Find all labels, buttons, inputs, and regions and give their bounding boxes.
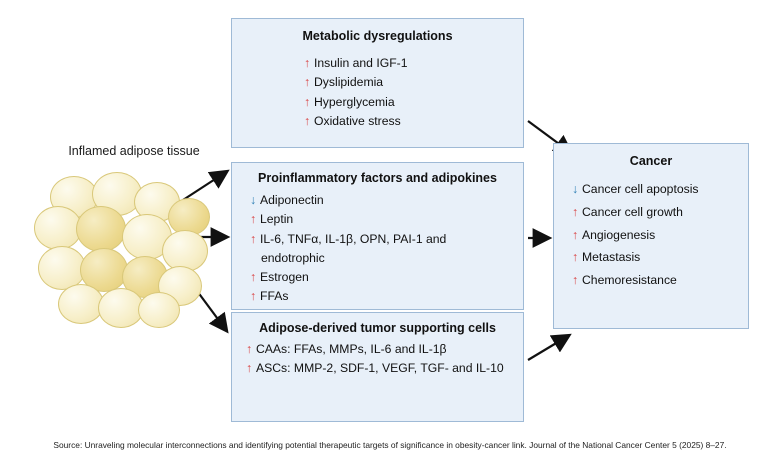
proinflammatory-factors-title: Proinflammatory factors and adipokines xyxy=(258,171,497,185)
proinflammatory-factors-box xyxy=(231,162,524,310)
list-item: ↑ Cancer cell growth xyxy=(572,201,736,224)
up-arrow-icon: ↑ xyxy=(572,250,579,265)
up-arrow-icon: ↑ xyxy=(250,212,257,227)
up-arrow-icon: ↑ xyxy=(304,56,311,70)
list-item: ↑ Chemoresistance xyxy=(572,269,736,292)
adipocyte xyxy=(138,292,180,328)
cancer-list xyxy=(572,178,736,292)
metabolic-dysregulations-box xyxy=(231,18,524,148)
list-item: ↑ Leptin xyxy=(250,210,511,229)
metabolic-dysregulations-title: Metabolic dysregulations xyxy=(302,29,453,43)
inflamed-adipose-tissue-label: Inflamed adipose tissue xyxy=(68,144,200,158)
list-item: endotrophic xyxy=(261,251,325,266)
list-item: ↑ Dyslipidemia xyxy=(304,73,509,92)
up-arrow-icon: ↑ xyxy=(246,361,253,376)
list-item: ↓ Cancer cell apoptosis xyxy=(572,178,736,201)
up-arrow-icon: ↑ xyxy=(304,75,311,90)
up-arrow-icon: ↑ xyxy=(250,231,257,246)
adipose-derived-tumor-cells-title: Adipose-derived tumor supporting cells xyxy=(259,321,496,335)
up-arrow-icon: ↑ xyxy=(572,273,579,287)
up-arrow-icon: ↑ xyxy=(250,270,257,285)
up-arrow-icon: ↑ xyxy=(572,204,579,219)
list-item: ↑ Insulin and IGF-1 xyxy=(304,54,509,73)
list-item: ↑ Metastasis xyxy=(572,246,736,269)
up-arrow-icon: ↑ xyxy=(304,114,311,129)
adipocyte xyxy=(76,206,126,252)
up-arrow-icon: ↑ xyxy=(572,227,579,242)
list-item: ↑ CAAs: FFAs, MMPs, IL-6 and IL-1β xyxy=(246,340,511,359)
list-item: ↑ IL-6, TNFα, IL-1β, OPN, PAI-1 and xyxy=(250,230,511,249)
list-item: ↓ Adiponectin xyxy=(250,191,511,210)
down-arrow-icon: ↓ xyxy=(572,182,579,196)
list-item: ↑ FFAs xyxy=(250,287,511,306)
up-arrow-icon: ↑ xyxy=(246,342,253,356)
adipose-derived-tumor-cells-list xyxy=(246,340,511,379)
adipocyte xyxy=(34,206,82,250)
adipose-derived-tumor-cells-box xyxy=(231,312,524,422)
list-item: ↑ ASCs: MMP-2, SDF-1, VEGF, TGF- and IL-10 xyxy=(246,359,511,378)
list-item: ↑ Estrogen xyxy=(250,268,511,287)
cancer-box xyxy=(553,143,749,329)
proinflammatory-factors-list xyxy=(250,191,511,307)
list-item: ↑ Angiogenesis xyxy=(572,224,736,247)
list-item: ↑ Oxidative stress xyxy=(304,112,509,131)
down-arrow-icon: ↓ xyxy=(250,193,257,207)
adipose-tissue-cluster xyxy=(34,172,224,332)
list-item: ↑ Hyperglycemia xyxy=(304,93,509,112)
source-caption: Source: Unraveling molecular interconnections and identifying potential therapeutic targets of significance in obesity-cancer link. Journal of the National Cancer Center 5 (2025) 8–27. xyxy=(53,440,727,450)
metabolic-dysregulations-list xyxy=(304,54,509,132)
adipocyte xyxy=(58,284,104,324)
up-arrow-icon: ↑ xyxy=(250,289,257,304)
cancer-title: Cancer xyxy=(629,154,673,168)
up-arrow-icon: ↑ xyxy=(304,94,311,109)
